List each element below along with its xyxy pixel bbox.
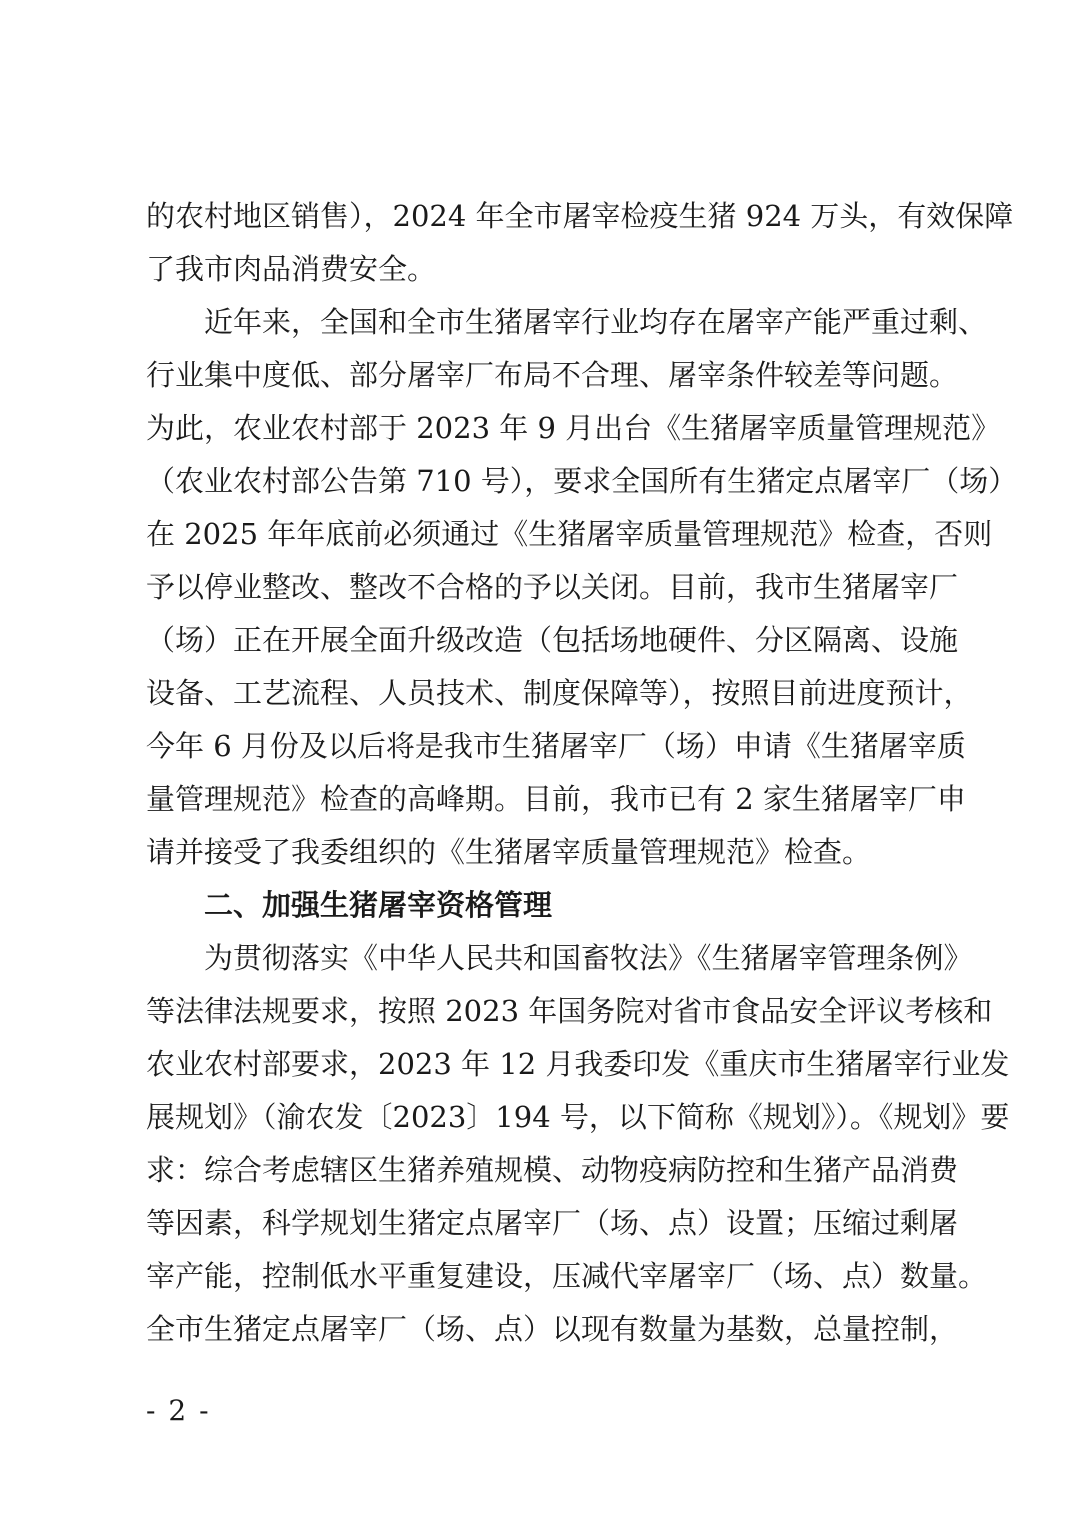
body-text-line: 展规划》（渝农发〔2023〕194 号，以下简称《规划》）。《规划》要 <box>146 1100 1010 1134</box>
body-text-line: 量管理规范》检查的高峰期。目前，我市已有 2 家生猪屠宰厂申 <box>146 782 966 816</box>
body-text-line: 等因素，科学规划生猪定点屠宰厂（场、点）设置；压缩过剩屠 <box>146 1206 959 1240</box>
body-text-line: 今年 6 月份及以后将是我市生猪屠宰厂（场）申请《生猪屠宰质 <box>146 729 966 763</box>
body-text-line: （农业农村部公告第 710 号），要求全国所有生猪定点屠宰厂（场） <box>146 464 1018 498</box>
body-text-line: 予以停业整改、整改不合格的予以关闭。目前，我市生猪屠宰厂 <box>146 570 959 604</box>
body-text-line: 宰产能，控制低水平重复建设，压减代宰屠宰厂（场、点）数量。 <box>146 1259 988 1293</box>
page-number: - 2 - <box>146 1394 211 1427</box>
document-body <box>146 190 1018 1356</box>
body-text-line: 求：综合考虑辖区生猪养殖规模、动物疫病防控和生猪产品消费 <box>146 1153 959 1187</box>
body-text-line: 等法律法规要求，按照 2023 年国务院对省市食品安全评议考核和 <box>146 994 993 1028</box>
body-text-line: 在 2025 年年底前必须通过《生猪屠宰质量管理规范》检查，否则 <box>146 517 993 551</box>
body-text-line: 为此，农业农村部于 2023 年 9 月出台《生猪屠宰质量管理规范》 <box>146 411 1001 445</box>
body-text-line: 了我市肉品消费安全。 <box>146 252 437 286</box>
body-text-line: 农业农村部要求，2023 年 12 月我委印发《重庆市生猪屠宰行业发 <box>146 1047 1010 1081</box>
body-text-line: 设备、工艺流程、人员技术、制度保障等），按照目前进度预计， <box>146 676 973 710</box>
body-text-line: 的农村地区销售），2024 年全市屠宰检疫生猪 924 万头，有效保障 <box>146 199 1014 233</box>
body-text-line: （场）正在开展全面升级改造（包括场地硬件、分区隔离、设施 <box>146 623 959 657</box>
section-heading: 二、加强生猪屠宰资格管理 <box>204 888 553 922</box>
body-text-line: 行业集中度低、部分屠宰厂布局不合理、屠宰条件较差等问题。 <box>146 358 959 392</box>
body-text-line: 请并接受了我委组织的《生猪屠宰质量管理规范》检查。 <box>146 835 872 869</box>
body-text-line: 全市生猪定点屠宰厂（场、点）以现有数量为基数，总量控制， <box>146 1312 959 1346</box>
body-text-line: 近年来，全国和全市生猪屠宰行业均存在屠宰产能严重过剩、 <box>204 305 988 339</box>
body-text-line: 为贯彻落实《中华人民共和国畜牧法》《生猪屠宰管理条例》 <box>204 941 973 975</box>
